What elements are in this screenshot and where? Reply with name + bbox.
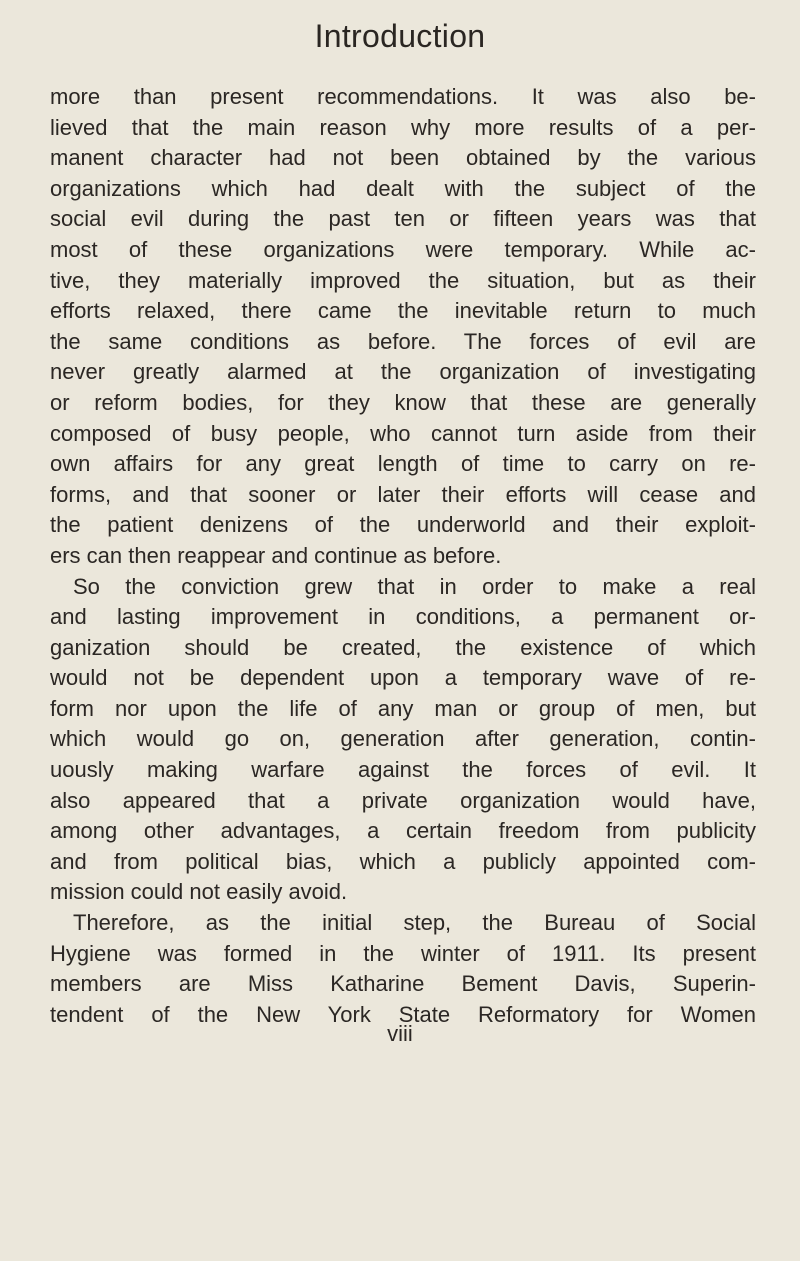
text-line: or reform bodies, for they know that these are generally (50, 389, 756, 415)
text-line: efforts relaxed, there came the inevitable return to much (50, 298, 756, 324)
text-line: manent character had not been obtained by the various (50, 145, 756, 171)
text-line: own affairs for any great length of time to carry on re- (50, 451, 756, 477)
text-line: So the conviction grew that in order to make a real (73, 573, 756, 599)
page-number: viii (387, 1021, 413, 1046)
text-line: ers can then reappear and continue as before. (50, 542, 502, 568)
text-line: Hygiene was formed in the winter of 1911. Its present (50, 940, 756, 966)
body-text (50, 82, 756, 1030)
text-line: the same conditions as before. The forces of evil are (50, 328, 756, 354)
text-line: tive, they materially improved the situation, but as their (50, 267, 756, 293)
text-line: forms, and that sooner or later their efforts will cease and (50, 481, 756, 507)
text-line: more than present recommendations. It was also be- (50, 84, 756, 109)
text-line: and from political bias, which a publicly appointed com- (50, 848, 756, 874)
text-line: lieved that the main reason why more results of a per- (50, 114, 756, 140)
text-line: composed of busy people, who cannot turn aside from their (50, 420, 756, 446)
text-line: mission could not easily avoid. (50, 879, 348, 905)
running-head: Introduction (314, 18, 486, 54)
text-line: also appeared that a private organization would have, (50, 787, 756, 813)
text-line: and lasting improvement in conditions, a permanent or- (50, 604, 756, 630)
text-line: tendent of the New York State Reformatory for Women (50, 1001, 756, 1027)
text-line: most of these organizations were temporary. While ac- (50, 236, 756, 262)
text-line: organizations which had dealt with the subject of the (50, 175, 756, 201)
text-line: would not be dependent upon a temporary wave of re- (50, 665, 756, 691)
text-line: form nor upon the life of any man or group of men, but (50, 695, 756, 721)
text-line: the patient denizens of the underworld and their exploit- (50, 512, 756, 538)
text-line: uously making warfare against the forces of evil. It (50, 757, 756, 783)
text-line: members are Miss Katharine Bement Davis, Superin- (50, 971, 756, 997)
text-line: never greatly alarmed at the organization of investigating (50, 359, 756, 385)
text-line: social evil during the past ten or fifteen years was that (50, 206, 756, 232)
text-line: ganization should be created, the existence of which (50, 634, 756, 660)
text-line: which would go on, generation after generation, contin- (50, 726, 756, 752)
text-line: among other advantages, a certain freedom from publicity (50, 818, 756, 844)
text-line: Therefore, as the initial step, the Bureau of Social (73, 910, 756, 936)
